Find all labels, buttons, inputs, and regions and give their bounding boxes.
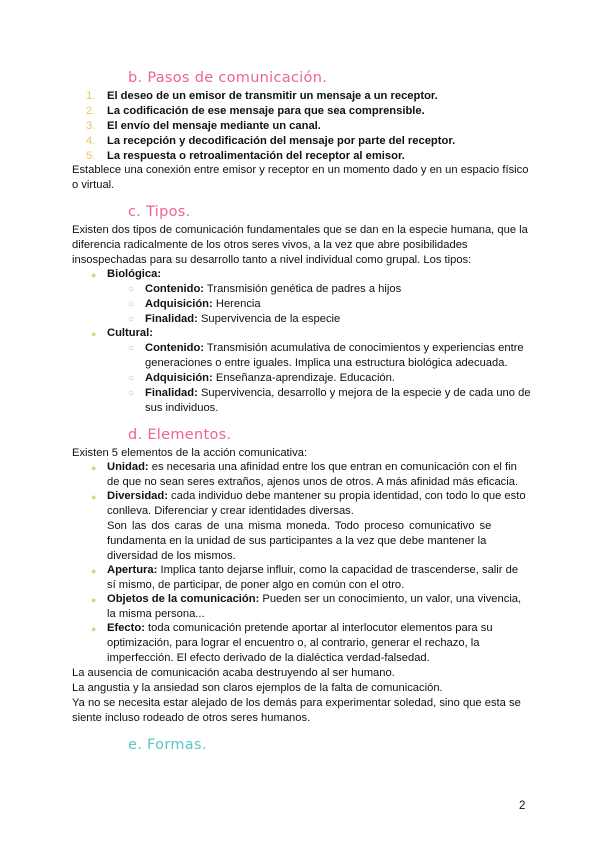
step-text: La codificación de ese mensaje para que sea comprensible. — [107, 105, 425, 117]
bullet-icon: ● — [91, 566, 97, 576]
paragraph-line: Existen 5 elementos de la acción comunicativa: — [72, 447, 308, 459]
element-item-cont: sí mismo, de participar, de poner algo en común con el otro. — [107, 579, 405, 591]
element-item-cont: fundamenta en la unidad de sus participantes a la vez que debe mantener la — [107, 535, 487, 547]
paragraph-line: Ya no se necesita estar alejado de los demás para experimentar soledad, sino que esta se — [72, 697, 521, 709]
heading-formas: e. Formas. — [128, 737, 207, 753]
heading-elementos: d. Elementos. — [128, 427, 232, 443]
element-item-cont: la misma persona... — [107, 608, 205, 620]
heading-pasos: b. Pasos de comunicación. — [128, 70, 328, 86]
bullet-icon: ● — [91, 329, 97, 339]
heading-tipos: c. Tipos. — [128, 204, 191, 220]
paragraph-line: diferencia radicalmente de los otros seres vivos, a la vez que abre posibilidades — [72, 239, 468, 251]
element-item-cont: de que no sean seres extraños, ajenos unos de otros. A más afinidad más eficacia. — [107, 476, 519, 488]
step-text: La recepción y decodificación del mensaje por parte del receptor. — [107, 135, 456, 147]
type-attribute: Contenido: Transmisión acumulativa de conocimientos y experiencias entre — [145, 342, 524, 354]
paragraph-line: Establece una conexión entre emisor y receptor en un momento dado y en un espacio físico — [72, 164, 529, 176]
bullet-icon: ● — [91, 595, 97, 605]
element-item-cont: Son las dos caras de una misma moneda. Todo proceso comunicativo se — [107, 520, 492, 532]
element-item: Diversidad: cada individuo debe mantener su propia identidad, con todo lo que esto — [107, 490, 526, 502]
type-attribute: Finalidad: Supervivencia, desarrollo y mejora de la especie y de cada uno de — [145, 387, 531, 399]
element-item-cont: optimización, para lograr el encuentro o, al contrario, generar el rechazo, la — [107, 637, 480, 649]
paragraph-line: Existen dos tipos de comunicación fundamentales que se dan en la especie humana, que la — [72, 224, 528, 236]
circle-bullet-icon: ○ — [128, 284, 135, 295]
type-attribute-cont: sus individuos. — [145, 402, 219, 414]
element-item-cont: diversidad de los mismos. — [107, 550, 236, 562]
step-number: 4. — [86, 135, 96, 147]
circle-bullet-icon: ○ — [128, 314, 135, 325]
circle-bullet-icon: ○ — [128, 299, 135, 310]
step-text: La respuesta o retroalimentación del receptor al emisor. — [107, 150, 405, 162]
step-number: 2. — [86, 105, 96, 117]
step-text: El envío del mensaje mediante un canal. — [107, 120, 321, 132]
bullet-icon: ● — [91, 270, 97, 280]
paragraph-line: La angustia y la ansiedad son claros ejemplos de la falta de comunicación. — [72, 682, 443, 694]
type-attribute: Finalidad: Supervivencia de la especie — [145, 313, 341, 325]
circle-bullet-icon: ○ — [128, 373, 135, 384]
element-item-cont: imperfección. El efecto derivado de la dialéctica verdad-falsedad. — [107, 652, 430, 664]
type-attribute-cont: generaciones o entre iguales. Implica una estructura biológica adecuada. — [145, 357, 508, 369]
type-label-cultural: Cultural: — [107, 327, 153, 339]
page-number: 2 — [519, 800, 526, 812]
step-number: 1. — [86, 90, 96, 102]
paragraph-line: La ausencia de comunicación acaba destruyendo al ser humano. — [72, 667, 395, 679]
step-number: 5. — [86, 150, 96, 162]
element-item: Efecto: toda comunicación pretende aportar al interlocutor elementos para su — [107, 622, 493, 634]
paragraph-line: siente incluso rodeado de otros seres humanos. — [72, 712, 311, 724]
circle-bullet-icon: ○ — [128, 388, 135, 399]
type-attribute: Adquisición: Enseñanza-aprendizaje. Educación. — [145, 372, 395, 384]
bullet-icon: ● — [91, 463, 97, 473]
bullet-icon: ● — [91, 492, 97, 502]
element-item: Apertura: Implica tanto dejarse influir, como la capacidad de trascenderse, salir de — [107, 564, 519, 576]
type-attribute: Contenido: Transmisión genética de padres a hijos — [145, 283, 402, 295]
element-item: Objetos de la comunicación: Pueden ser un conocimiento, un valor, una vivencia, — [107, 593, 522, 605]
paragraph-line: insospechadas para su desarrollo tanto a nivel individual como grupal. Los tipos: — [72, 254, 472, 266]
step-number: 3. — [86, 120, 96, 132]
type-label-biologica: Biológica: — [107, 268, 162, 280]
circle-bullet-icon: ○ — [128, 343, 135, 354]
step-text: El deseo de un emisor de transmitir un mensaje a un receptor. — [107, 90, 438, 102]
paragraph-line: o virtual. — [72, 179, 115, 191]
type-attribute: Adquisición: Herencia — [145, 298, 261, 310]
element-item: Unidad: es necesaria una afinidad entre los que entran en comunicación con el fin — [107, 461, 517, 473]
bullet-icon: ● — [91, 624, 97, 634]
element-item-cont: conlleva. Diferenciar y crear identidades diversas. — [107, 505, 354, 517]
